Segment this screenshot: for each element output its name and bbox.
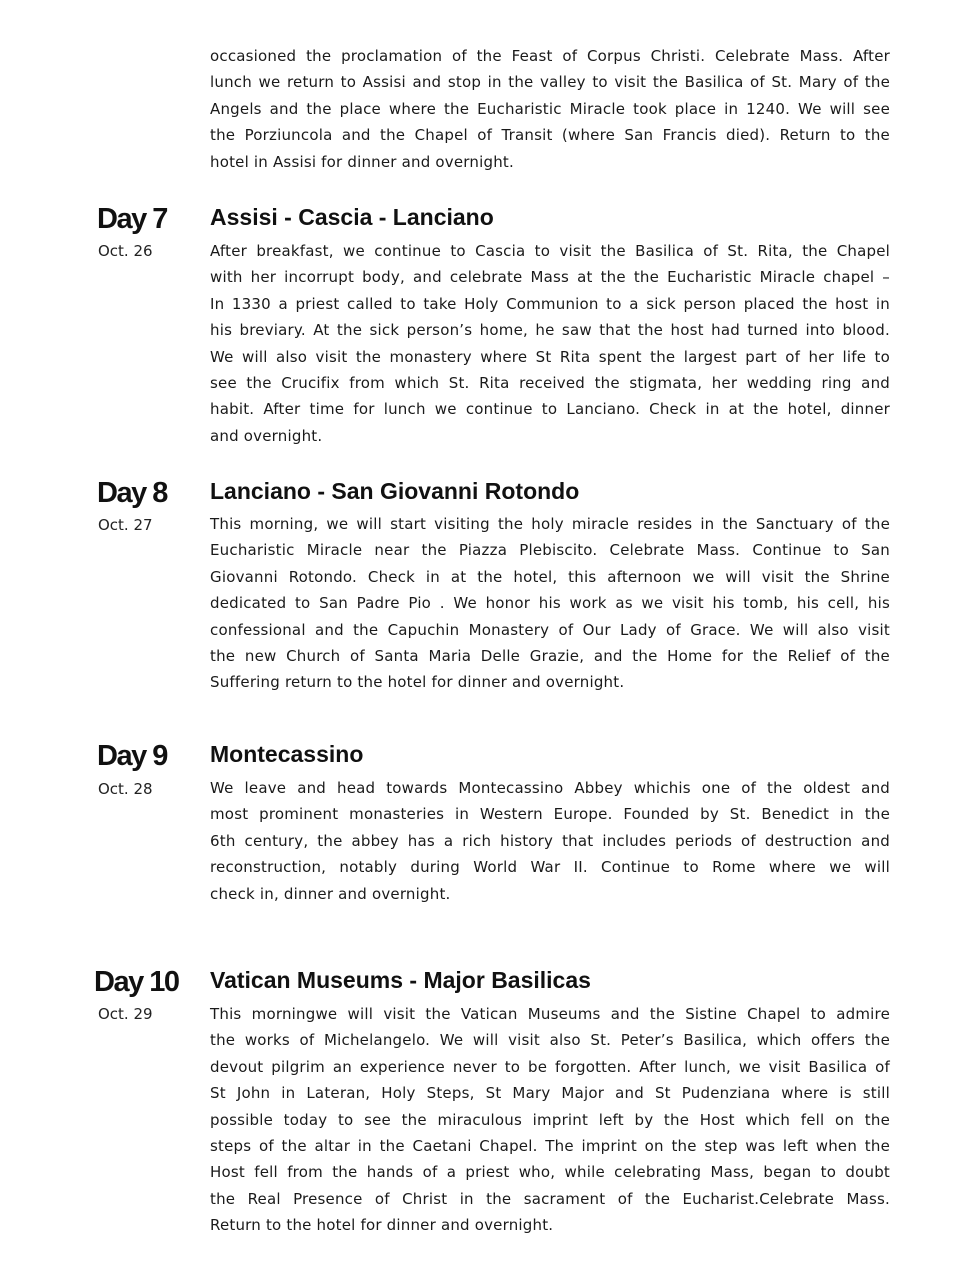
text-line: his breviary. At the sick person’s home, he saw that the host had turned into blood. [210, 321, 890, 340]
text-line: the new Church of Santa Maria Delle Grazie, and the Home for the Relief of the [210, 646, 890, 665]
text-line: lunch we return to Assisi and stop in the valley to visit the Basilica of St. Mary of the [210, 73, 890, 92]
text-line: with her incorrupt body, and celebrate Mass at the the Eucharistic Miracle chapel – [210, 268, 890, 287]
day-description [210, 1001, 890, 1239]
text-line: the Porziuncola and the Chapel of Transit (where San Francis died). Return to the [210, 126, 890, 145]
text-line: After breakfast, we continue to Cascia to visit the Basilica of St. Rita, the Chapel [210, 242, 890, 260]
day-description [210, 511, 890, 696]
text-line: occasioned the proclamation of the Feast of Corpus Christi. Celebrate Mass. After [210, 47, 890, 65]
text-line: confessional and the Capuchin Monastery of Our Lady of Grace. We will also visit [210, 620, 890, 639]
text-line: devout pilgrim an experience never to be forgotten. After lunch, we visit Basilica of [210, 1057, 890, 1076]
text-line: see the Crucifix from which St. Rita received the stigmata, her wedding ring and [210, 373, 890, 392]
day-description [210, 238, 890, 449]
day-date: Oct. 28 [98, 780, 153, 798]
text-line: Return to the hotel for dinner and overnight. [210, 1216, 554, 1235]
text-line: and overnight. [210, 426, 323, 445]
day-label: Day 7 [97, 203, 167, 235]
day-date: Oct. 29 [98, 1005, 153, 1023]
text-line: habit. After time for lunch we continue to Lanciano. Check in at the hotel, dinner [210, 400, 890, 419]
text-line: the works of Michelangelo. We will visit also St. Peter’s Basilica, which offers the [210, 1031, 890, 1050]
text-line: Angels and the place where the Eucharistic Miracle took place in 1240. We will see [210, 99, 890, 118]
text-line: We will also visit the monastery where St Rita spent the largest part of her life to [210, 347, 890, 366]
day-title: Lanciano - San Giovanni Rotondo [210, 478, 580, 504]
text-line: reconstruction, notably during World War II. Continue to Rome where we will [210, 858, 890, 877]
text-line: This morning, we will start visiting the holy miracle resides in the Sanctuary of the [210, 515, 890, 533]
text-line: Suffering return to the hotel for dinner and overnight. [210, 673, 625, 692]
text-line: Eucharistic Miracle near the Piazza Plebiscito. Celebrate Mass. Continue to San [210, 541, 890, 560]
day-title: Montecassino [210, 741, 364, 767]
text-line: check in, dinner and overnight. [210, 884, 451, 903]
text-line: This morningwe will visit the Vatican Museums and the Sistine Chapel to admire [210, 1005, 890, 1023]
day-label: Day 9 [97, 740, 167, 772]
text-line: most prominent monasteries in Western Europe. Founded by St. Benedict in the [210, 805, 890, 824]
text-line: steps of the altar in the Caetani Chapel. The imprint on the step was left when the [210, 1136, 890, 1155]
text-line: Host fell from the hands of a priest who, while celebrating Mass, began to doubt [210, 1163, 890, 1182]
day-description [210, 775, 890, 907]
text-line: 6th century, the abbey has a rich history that includes periods of destruction and [210, 831, 890, 850]
day-date: Oct. 27 [98, 516, 153, 534]
text-line: hotel in Assisi for dinner and overnight. [210, 152, 514, 171]
text-line: Giovanni Rotondo. Check in at the hotel, this afternoon we will visit the Shrine [210, 567, 890, 586]
intro-paragraph [210, 43, 890, 175]
day-label: Day 8 [97, 477, 167, 509]
day-title: Vatican Museums - Major Basilicas [210, 967, 591, 993]
text-line: possible today to see the miraculous imprint left by the Host which fell on the [210, 1110, 890, 1129]
text-line: We leave and head towards Montecassino Abbey whichis one of the oldest and [210, 779, 890, 797]
text-line: In 1330 a priest called to take Holy Communion to a sick person placed the host in [210, 294, 890, 313]
text-line: dedicated to San Padre Pio . We honor his work as we visit his tomb, his cell, his [210, 594, 890, 613]
text-line: the Real Presence of Christ in the sacrament of the Eucharist.Celebrate Mass. [210, 1189, 890, 1208]
day-label: Day 10 [94, 966, 179, 998]
text-line: St John in Lateran, Holy Steps, St Mary Major and St Pudenziana where is still [210, 1084, 890, 1103]
day-date: Oct. 26 [98, 242, 153, 260]
day-title: Assisi - Cascia - Lanciano [210, 204, 494, 230]
